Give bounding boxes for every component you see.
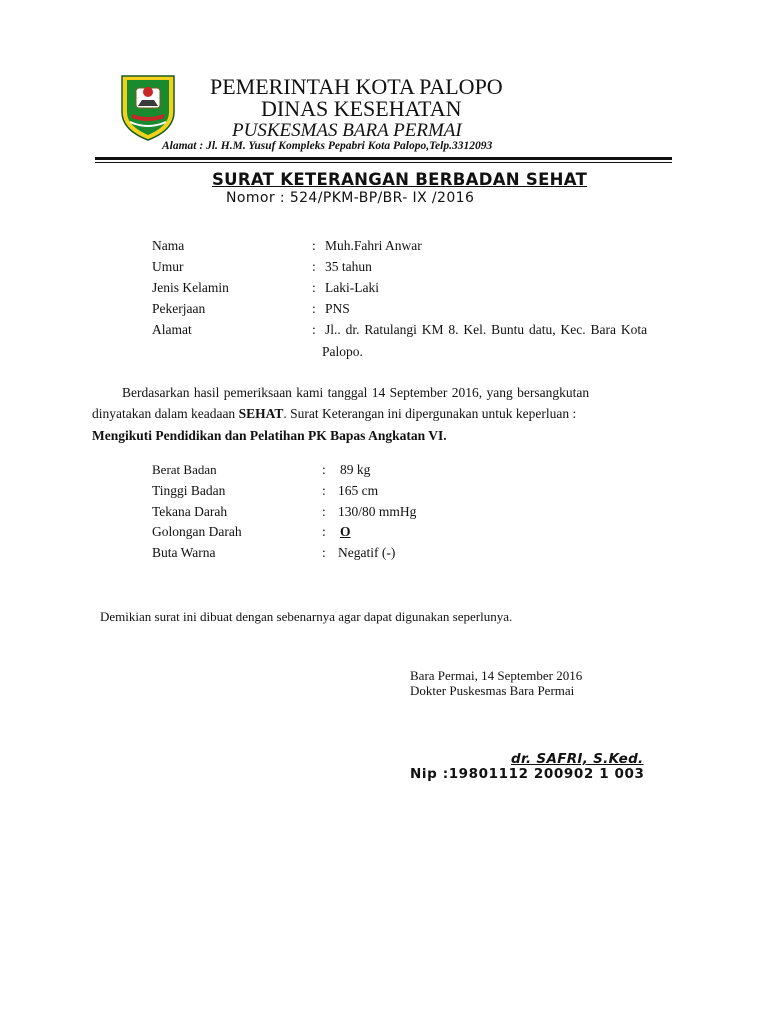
field-colon: :: [322, 545, 326, 560]
identity-row-gender: [0, 280, 768, 300]
body-line-1: Berdasarkan hasil pemeriksaan kami tanggal 14 September 2016, yang bersangkutan: [122, 385, 590, 400]
health-row-color-blind: [0, 545, 768, 565]
field-colon: :: [312, 238, 316, 253]
document-title: SURAT KETERANGAN BERBADAN SEHAT: [212, 170, 588, 189]
identity-row-name: [0, 238, 768, 258]
doctor-nip: Nip :19801112 200902 1 003: [410, 766, 645, 782]
signature-place-date: Bara Permai, 14 September 2016: [410, 668, 583, 683]
field-value: 35 tahun: [325, 259, 372, 274]
identity-row-occupation: [0, 301, 768, 321]
field-colon: :: [312, 301, 316, 316]
field-label: Buta Warna: [152, 545, 216, 560]
health-row-height: [0, 483, 768, 503]
health-row-blood-pressure: [0, 504, 768, 524]
purpose-statement: Mengikuti Pendidikan dan Pelatihan PK Bapas Angkatan VI.: [92, 428, 447, 443]
field-value: O: [340, 524, 351, 539]
field-label: Tinggi Badan: [152, 483, 226, 498]
body-line-2: [92, 406, 576, 422]
department-name: DINAS KESEHATAN: [261, 96, 462, 121]
field-value: Muh.Fahri Anwar: [325, 238, 422, 253]
identity-row-address: [0, 322, 768, 342]
field-colon: :: [322, 462, 326, 477]
field-colon: :: [312, 259, 316, 274]
letterhead-rule-thin: [95, 162, 672, 163]
field-colon: :: [322, 524, 326, 539]
field-label: Berat Badan: [152, 462, 217, 477]
field-label: Alamat: [152, 322, 192, 337]
field-value: 130/80 mmHg: [338, 504, 417, 519]
field-colon: :: [312, 322, 316, 337]
field-label: Golongan Darah: [152, 524, 242, 539]
field-value-continued: Palopo.: [322, 344, 363, 359]
kota-palopo-emblem-icon: [116, 72, 180, 142]
document-number: Nomor : 524/PKM-BP/BR- IX /2016: [226, 190, 475, 206]
closing-statement: Demikian surat ini dibuat dengan sebenarnya agar dapat digunakan seperlunya.: [100, 609, 513, 624]
field-value: Negatif (-): [338, 545, 396, 560]
puskesmas-name: PUSKESMAS BARA PERMAI: [232, 120, 462, 141]
field-value: Laki-Laki: [325, 280, 379, 295]
field-colon: :: [322, 504, 326, 519]
field-label: Umur: [152, 259, 184, 274]
status-sehat: SEHAT: [238, 406, 284, 421]
field-label: Pekerjaan: [152, 301, 206, 316]
field-value: PNS: [325, 301, 350, 316]
letterhead-address: Alamat : Jl. H.M. Yusuf Kompleks Pepabri Kota Palopo,Telp.3312093: [162, 140, 493, 152]
body-line-2-end: . Surat Keterangan ini dipergunakan untuk keperluan :: [283, 406, 577, 421]
doctor-name: dr. SAFRI, S.Ked.: [511, 751, 644, 767]
health-row-weight: [0, 462, 768, 482]
field-label: Nama: [152, 238, 185, 253]
field-colon: :: [322, 483, 326, 498]
signature-role: Dokter Puskesmas Bara Permai: [410, 683, 575, 698]
identity-row-age: [0, 259, 768, 279]
field-label: Jenis Kelamin: [152, 280, 229, 295]
government-name: PEMERINTAH KOTA PALOPO: [210, 74, 503, 99]
field-label: Tekana Darah: [152, 504, 228, 519]
field-value: 89 kg: [340, 462, 371, 477]
field-colon: :: [312, 280, 316, 295]
field-value: Jl.. dr. Ratulangi KM 8. Kel. Buntu datu, Kec. Bara Kota: [325, 322, 648, 337]
body-line-2-start: dinyatakan dalam keadaan: [92, 406, 239, 421]
letterhead-rule-thick: [95, 157, 672, 160]
field-value: 165 cm: [338, 483, 379, 498]
health-row-blood-type: [0, 524, 768, 544]
